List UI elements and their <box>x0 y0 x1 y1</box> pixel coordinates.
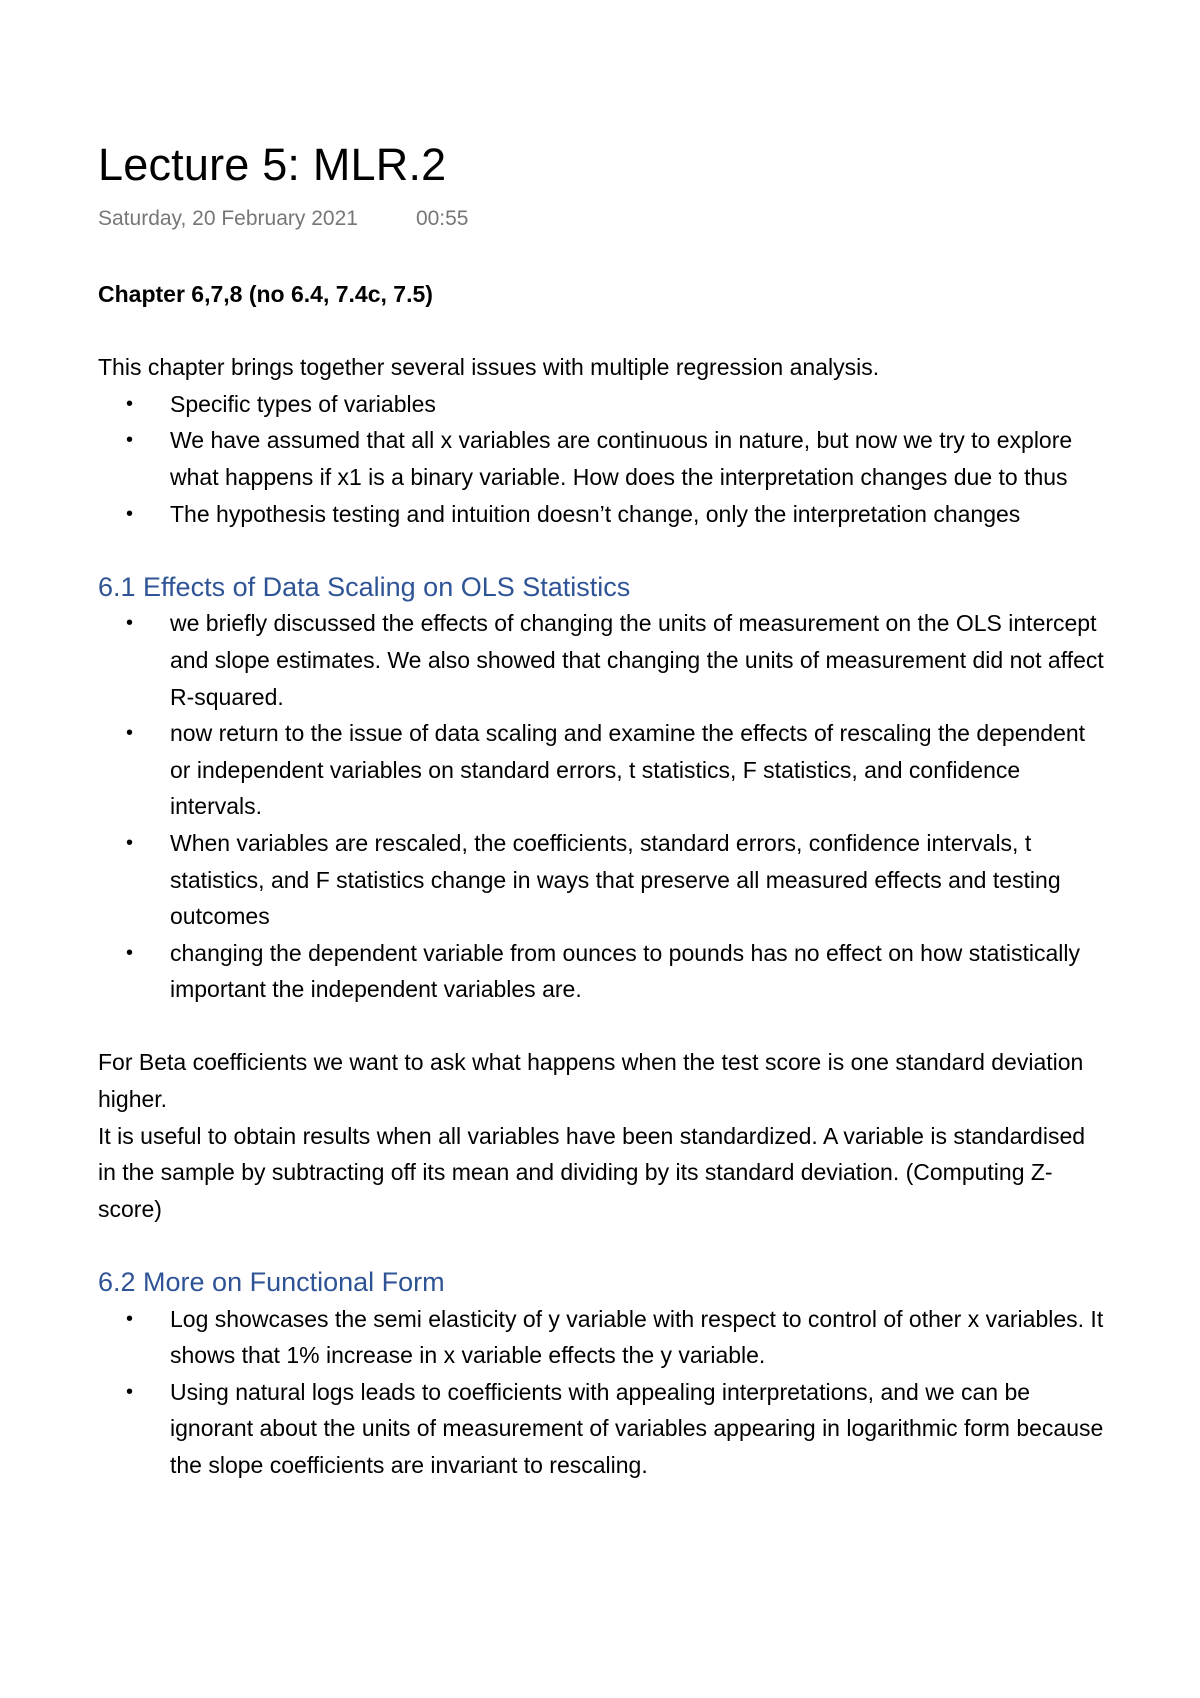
intro-bullet-list <box>98 386 1108 532</box>
list-item-text: we briefly discussed the effects of changing the units of measurement on the OLS intercept and slope estimates. We also showed that changing the units of measurement did not affect R-squared. <box>170 610 1104 710</box>
note-timestamp <box>98 205 469 233</box>
intro-text: This chapter brings together several issues with multiple regression analysis. <box>98 354 880 381</box>
note-date: Saturday, 20 February 2021 <box>98 207 358 230</box>
bullet-icon: • <box>126 502 134 525</box>
bullet-icon: • <box>126 612 134 635</box>
note-time: 00:55 <box>415 207 469 230</box>
list-item <box>98 422 1108 495</box>
list-item-text: We have assumed that all x variables are continuous in nature, but now we try to explore what happens if x1 is a binary variable. How does the interpretation changes due to thus <box>170 427 1073 490</box>
list-item-text: When variables are rescaled, the coefficients, standard errors, confidence intervals, t statistics, and F statistics change in ways that preserve all measured effects and testing outcomes <box>170 829 1061 930</box>
list-item <box>98 825 1108 935</box>
list-item-text: The hypothesis testing and intuition doesn’t change, only the interpretation changes <box>170 500 1021 527</box>
list-item-text: now return to the issue of data scaling and examine the effects of rescaling the dependent or independent variables on standard errors, t statistics, F statistics, and confidence intervals. <box>170 720 1086 820</box>
spacer <box>98 1008 1108 1045</box>
list-item <box>98 1374 1108 1484</box>
list-item <box>98 496 1108 533</box>
list-item-text: Using natural logs leads to coefficients with appealing interpretations, and we can be ignorant about the units of measurement of variables appearing in logarithmic form because the slope coefficients are invariant to rescaling. <box>170 1378 1104 1478</box>
spacer <box>98 532 1108 569</box>
spacer <box>98 1227 1108 1264</box>
note-body <box>98 276 1108 1484</box>
bullet-icon: • <box>126 1307 134 1330</box>
bullet-icon: • <box>126 941 134 964</box>
beta-paragraph-1: For Beta coefficients we want to ask what happens when the test score is one standard deviation higher. <box>98 1049 1084 1113</box>
list-item-text: Specific types of variables <box>170 390 436 417</box>
bullet-icon: • <box>126 1380 134 1403</box>
list-item <box>98 1301 1108 1374</box>
page-title: Lecture 5: MLR.2 <box>98 139 447 190</box>
list-item-text: changing the dependent variable from ounces to pounds has no effect on how statistically important the independent variables are. <box>170 939 1080 1003</box>
bullet-icon: • <box>126 722 134 745</box>
bullet-icon: • <box>126 831 134 854</box>
list-item <box>98 935 1108 1008</box>
list-item <box>98 605 1108 715</box>
chapter-line: Chapter 6,7,8 (no 6.4, 7.4c, 7.5) <box>98 281 433 307</box>
list-item-text: Log showcases the semi elasticity of y variable with respect to control of other x variables. It shows that 1% increase in x variable effects the y variable. <box>170 1305 1104 1369</box>
section-6-2-bullet-list <box>98 1301 1108 1484</box>
bullet-icon: • <box>126 429 134 452</box>
section-6-1-bullet-list <box>98 605 1108 1008</box>
spacer <box>98 313 1108 350</box>
bullet-icon: • <box>126 392 134 415</box>
section-heading-6-1: 6.1 Effects of Data Scaling on OLS Statistics <box>98 571 631 602</box>
beta-paragraph-2: It is useful to obtain results when all variables have been standardized. A variable is standardised in the sample by subtracting off its mean and dividing by its standard deviation. (Computing Z-score) <box>98 1122 1086 1222</box>
section-heading-6-2: 6.2 More on Functional Form <box>98 1267 445 1298</box>
list-item <box>98 715 1108 825</box>
list-item <box>98 386 1108 423</box>
